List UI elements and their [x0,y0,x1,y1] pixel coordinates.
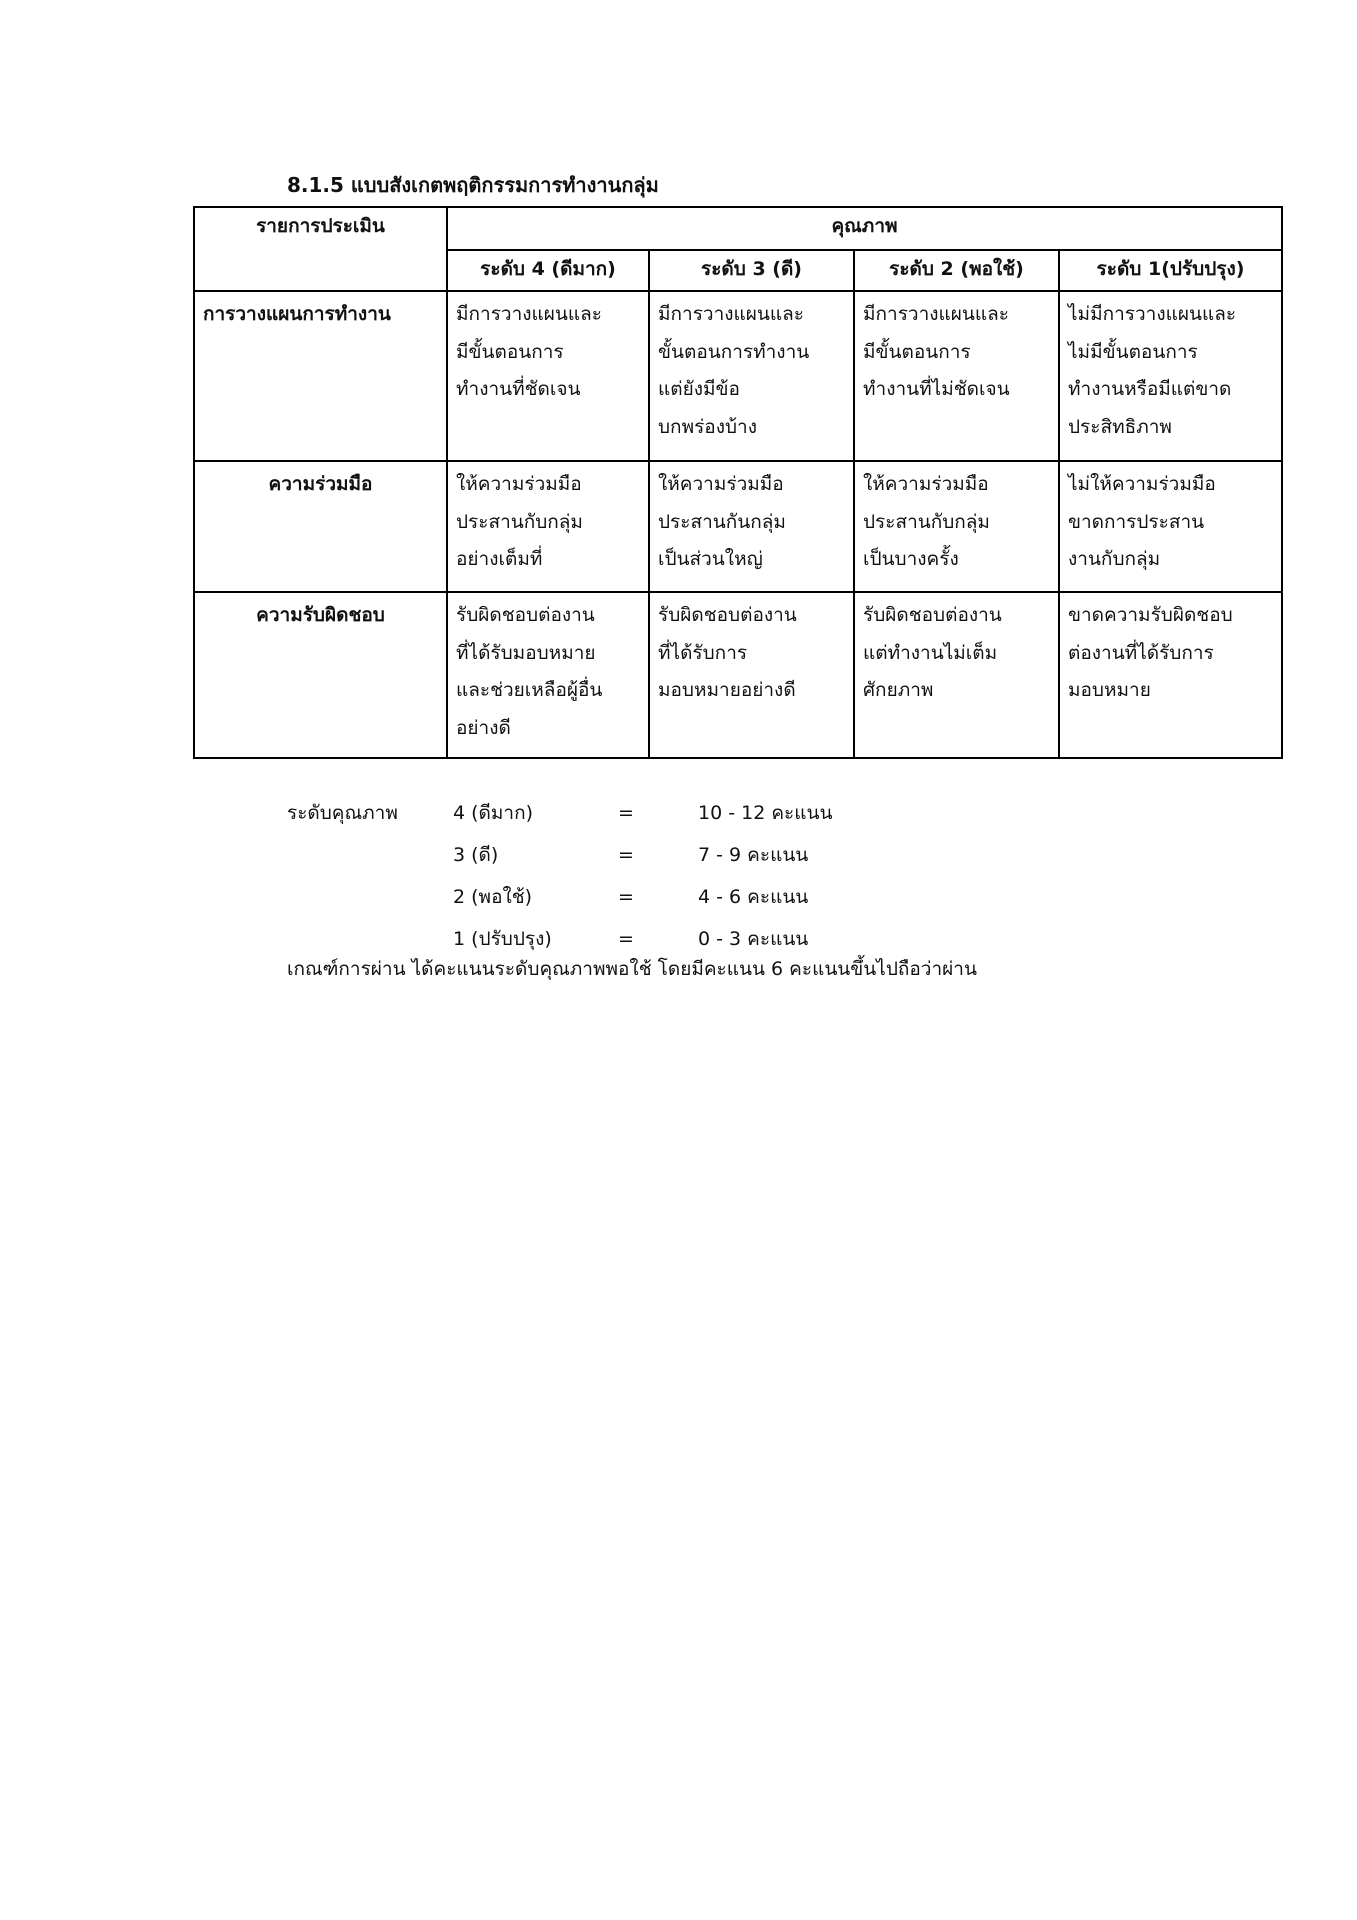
cell-text: ให้ความร่วมมือ [456,473,582,495]
header-quality: คุณภาพ [447,207,1282,250]
table-cell [1059,592,1282,758]
table-cell [447,291,649,461]
cell-text: ให้ความร่วมมือ [658,473,784,495]
criterion-planning: การวางแผนการทำงาน [194,291,447,461]
legend-equals: = [618,886,634,908]
table-cell [649,461,854,592]
rubric-table [193,206,1283,759]
header-row [194,207,1282,250]
table-cell [649,291,854,461]
cell-text: ประสิทธิภาพ [1068,415,1172,438]
cell-text: ไม่ให้ความร่วมมือ [1068,473,1216,495]
header-level-2: ระดับ 2 (พอใช้) [854,250,1059,291]
cell-text: มีขั้นตอนการ [456,340,564,363]
table-cell [649,592,854,758]
header-criteria [194,207,447,291]
legend-equals: = [618,802,634,824]
header-criteria-label: รายการประเมิน [256,215,385,237]
table-cell [1059,461,1282,592]
cell-text: ประสานกันกลุ่ม [658,510,786,533]
cell-text: แต่ทำงานไม่เต็ม [863,641,998,664]
table-cell [854,291,1059,461]
cell-text: มีการวางแผนและ [863,303,1009,325]
legend-equals: = [618,928,634,950]
cell-text: เป็นบางครั้ง [863,548,959,570]
cell-text: ขาดความรับผิดชอบ [1068,604,1233,626]
cell-text: ประสานกับกลุ่ม [863,510,990,533]
cell-text: งานกับกลุ่ม [1068,548,1161,570]
cell-text: มีขั้นตอนการ [863,340,971,363]
cell-text: และช่วยเหลือผู้อื่น [456,679,603,701]
pass-criteria: เกณฑ์การผ่าน ได้คะแนนระดับคุณภาพพอใช้ โดยมีคะแนน 6 คะแนนขึ้นไปถือว่าผ่าน [287,958,977,980]
legend-score: 7 - 9 คะแนน [698,844,809,866]
cell-text: บกพร่องบ้าง [658,415,757,438]
legend-score: 10 - 12 คะแนน [698,802,833,824]
legend-equals: = [618,844,634,866]
cell-text: ทำงานที่ไม่ชัดเจน [863,378,1010,400]
section-title: 8.1.5 แบบสังเกตพฤติกรรมการทำงานกลุ่ม [287,173,659,197]
cell-text: แต่ยังมีข้อ [658,378,740,400]
cell-text: ไม่มีการวางแผนและ [1068,303,1237,325]
legend-label: ระดับคุณภาพ [287,802,398,824]
header-level-1: ระดับ 1(ปรับปรุง) [1059,250,1282,291]
header-level-3: ระดับ 3 (ดี) [649,250,854,291]
cell-text: ให้ความร่วมมือ [863,473,989,495]
table-cell [854,592,1059,758]
table-row [194,461,1282,592]
cell-text: มอบหมาย [1068,679,1151,701]
table-row [194,592,1282,758]
cell-text: ขั้นตอนการทำงาน [658,340,810,363]
cell-text: อย่างเต็มที่ [456,548,543,570]
cell-text: ประสานกับกลุ่ม [456,510,583,533]
legend-level: 3 (ดี) [453,844,499,866]
criterion-cooperation: ความร่วมมือ [194,461,447,592]
cell-text: อย่างดี [456,716,511,739]
cell-text: ที่ได้รับการ [658,641,748,664]
cell-text: มีการวางแผนและ [456,303,602,325]
legend-level: 1 (ปรับปรุง) [453,928,552,950]
table-row [194,291,1282,461]
cell-text: มอบหมายอย่างดี [658,679,796,701]
cell-text: ทำงานหรือมีแต่ขาด [1068,378,1232,400]
legend-level: 2 (พอใช้) [453,886,533,908]
legend-score: 4 - 6 คะแนน [698,886,809,908]
legend-score: 0 - 3 คะแนน [698,928,809,950]
cell-text: ทำงานที่ชัดเจน [456,378,581,400]
table-cell [854,461,1059,592]
table-cell [1059,291,1282,461]
cell-text: ต่องานที่ได้รับการ [1068,641,1214,664]
cell-text: รับผิดชอบต่องาน [863,604,1002,626]
cell-text: ขาดการประสาน [1068,510,1205,533]
cell-text: รับผิดชอบต่องาน [456,604,595,626]
cell-text: เป็นส่วนใหญ่ [658,548,763,570]
table-cell [447,461,649,592]
cell-text: ที่ได้รับมอบหมาย [456,641,596,664]
legend-level: 4 (ดีมาก) [453,802,533,824]
cell-text: ไม่มีขั้นตอนการ [1068,340,1198,363]
criterion-responsibility: ความรับผิดชอบ [194,592,447,758]
cell-text: ศักยภาพ [863,679,934,701]
cell-text: มีการวางแผนและ [658,303,804,325]
cell-text: รับผิดชอบต่องาน [658,604,797,626]
header-level-4: ระดับ 4 (ดีมาก) [447,250,649,291]
table-cell [447,592,649,758]
